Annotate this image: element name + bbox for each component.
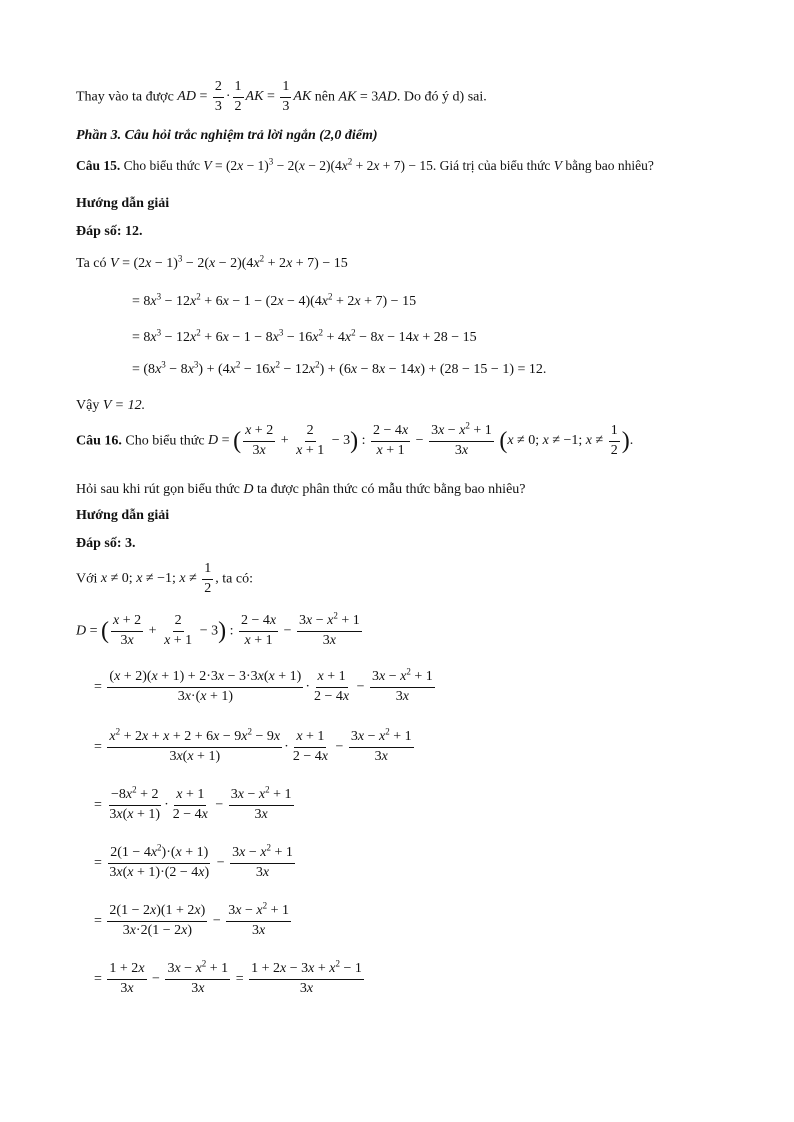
q16-question-end: ta được phân thức có mẫu thức bằng bao nhiêu? <box>257 482 526 497</box>
q16-question <box>76 482 526 498</box>
q16-step-1: D = ( $\frac{x + 2}{3x}$ + $\frac{2}{x + 1}$ − 3) : $\frac{2 - 4x}{x + 1}$ − $\frac{3x - x^2 + 1}{3x}$ <box>76 610 360 648</box>
q15-text-after: . Giá trị của biểu thức <box>432 158 551 173</box>
intro-prefix: Thay vào ta được <box>76 89 174 105</box>
intro-nen: nên <box>314 89 335 105</box>
intro-result: AK = 3AD. <box>338 89 401 105</box>
q15-statement <box>76 158 654 174</box>
section-3-title: Phần 3. Câu hỏi trắc nghiệm trả lời ngắn (2,0 điểm) <box>76 128 378 143</box>
q15-answer: Đáp số: 12. <box>76 224 143 239</box>
q16-statement <box>76 420 634 458</box>
q16-step-5: = $\frac{2(1 - 4x^2)\cdot(x + 1)}{3x(x + 1)\cdot(2 - 4x)}$ − $\frac{3x - x^2 + 1}{3x}$ <box>94 842 293 880</box>
intro-conclusion: Do đó ý d) sai. <box>403 89 487 105</box>
q16-text-before: Cho biểu thức <box>125 433 205 449</box>
q15-expression: $V = (2x - 1)^3 - 2(x - 2)(4x^2 + 2x + 7) - 15$ <box>203 156 433 173</box>
q15-step-1: Ta có $V = (2x - 1)^3 - 2(x - 2)(4x^2 + 2x + 7) - 15$ <box>76 253 348 271</box>
q16-step-6: = $\frac{2(1 - 2x)(1 + 2x)}{3x\cdot 2(1 - 2x)}$ − $\frac{3x - x^2 + 1}{3x}$ <box>94 900 289 938</box>
q15-text-end: bằng bao nhiêu? <box>565 158 654 173</box>
q15-ta-co: Ta có <box>76 256 107 271</box>
q15-step-2: = $8x^3 - 12x^2 + 6x - 1 - (2x - 4)(4x^2 + 2x + 7) - 15$ <box>132 291 417 309</box>
q15-step-3: = $8x^3 - 12x^2 + 6x - 1 - 8x^3 - 16x^2 + 4x^2 - 8x - 14x + 28 - 15$ <box>132 327 477 345</box>
q16-with-prefix: Với <box>76 571 98 587</box>
q16-guide: Hướng dẫn giải <box>76 508 170 523</box>
q16-question-text: Hỏi sau khi rút gọn biểu thức <box>76 482 240 497</box>
q15-text-before: Cho biểu thức <box>123 158 200 173</box>
q16-step-3: = $\frac{x^2 + 2x + x + 2 + 6x - 9x^2 - 9x}{3x(x + 1)}$ · $\frac{x + 1}{2 - 4x}$ − $\frac{3x - x^2 + 1}{3x}$ <box>94 726 412 764</box>
intro-formula: AD = $\frac{2}{3}$ · $\frac{1}{2}$ AK = $\frac{1}{3}$ AK <box>177 79 312 114</box>
q15-step-4: = $(8x^3 - 8x^3) + (4x^2 - 16x^2 - 12x^2) + (6x - 8x - 14x) + (28 - 15 - 1) = 12$. <box>132 359 547 377</box>
q15-final <box>76 398 145 414</box>
q16-step-4: = $\frac{-8x^2 + 2}{3x(x + 1)}$ · $\frac{x + 1}{2 - 4x}$ − $\frac{3x - x^2 + 1}{3x}$ <box>94 784 292 822</box>
q16-label: Câu 16. <box>76 433 122 449</box>
q16-step-7: = $\frac{1 + 2x}{3x}$ − $\frac{3x - x^2 + 1}{3x}$ = $\frac{1 + 2x - 3x + x^2 - 1}{3x}$ <box>94 958 362 996</box>
q16-with-suffix: ta có: <box>222 571 254 587</box>
intro-line <box>76 80 487 114</box>
q16-expression: D = ( $\frac{x + 2}{3x}$ + $\frac{2}{x + 1}$ − 3) : $\frac{2 - 4x}{x + 1}$ − $\frac{3x - x^2 + 1}{3x}$ (x ≠ 0; x ≠ −1; x ≠ $\frac{1}{2}$ ). <box>208 420 634 458</box>
q16-answer: Đáp số: 3. <box>76 536 136 551</box>
q15-final-prefix: Vậy <box>76 398 100 413</box>
q15-final-value: V = 12. <box>102 398 146 413</box>
q15-guide: Hướng dẫn giải <box>76 196 170 211</box>
q15-label: Câu 15. <box>76 158 121 173</box>
q16-step-2: = $\frac{(x + 2)(x + 1) + 2\cdot 3x - 3\cdot 3x(x + 1)}{3x\cdot(x + 1)}$ · $\frac{x + 1}{2 - 4x}$ − $\frac{3x - x^2 + 1}{3x}$ <box>94 666 433 704</box>
q16-condition: Với x ≠ 0; x ≠ −1; x ≠ $\frac{1}{2}$ , ta có: <box>76 561 254 596</box>
q16-var: D <box>243 482 254 497</box>
q15-var: V <box>553 158 563 173</box>
